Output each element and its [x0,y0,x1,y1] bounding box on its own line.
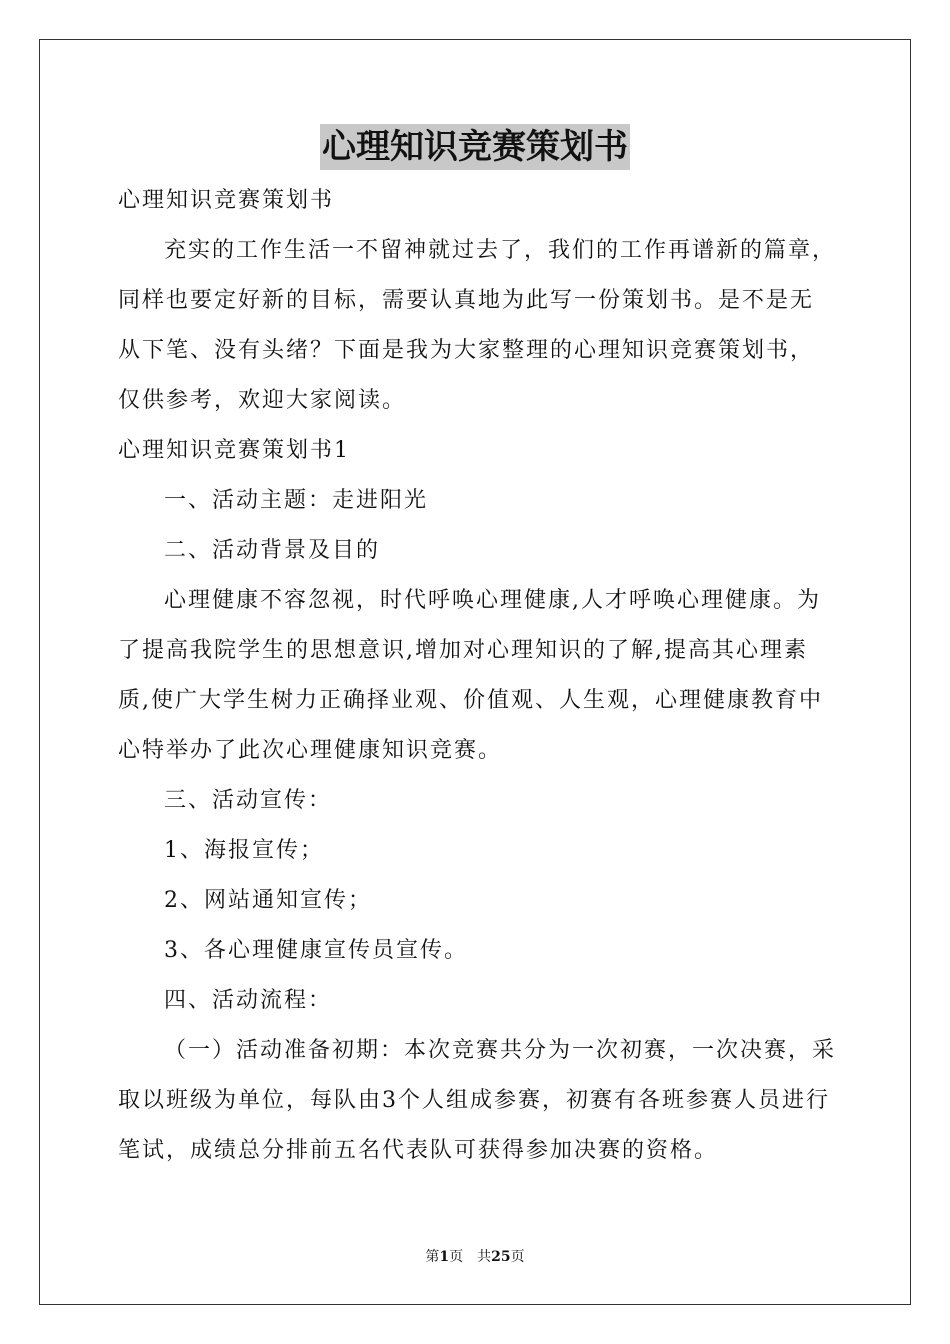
total-pages: 25 [491,1249,511,1265]
total-suffix: 页 [510,1249,525,1265]
paragraph: 2、网站通知宣传； [164,888,372,913]
page-footer [0,1247,950,1267]
paragraph: 心理健康不容忽视，时代呼唤心理健康,人才呼唤心理健康。为了提高我院学生的思想意识,增加对心理知识的了解,提高其心理素质,使广大学生树力正确择业观、价值观、人生观，心理健康教育中心特举办了此次心理健康知识竞赛。 [118,588,823,763]
page-prefix: 第 [425,1249,440,1265]
paragraph: 三、活动宣传： [164,788,333,813]
document-title: 心理知识竞赛策划书 [320,124,630,170]
title-container [0,124,950,170]
paragraph: 四、活动流程： [164,988,333,1013]
total-prefix: 共 [477,1249,492,1265]
paragraph: （一）活动准备初期：本次竞赛共分为一次初赛，一次决赛，采取以班级为单位，每队由3个人组成参赛，初赛有各班参赛人员进行笔试，成绩总分排前五名代表队可获得参加决赛的资格。 [118,1038,837,1163]
page-suffix: 页 [449,1249,464,1265]
paragraph: 1、海报宣传； [164,838,324,863]
page-number: 1 [439,1249,450,1265]
paragraph: 二、活动背景及目的 [164,538,381,563]
paragraph: 一、活动主题：走进阳光 [164,488,429,513]
paragraph: 心理知识竞赛策划书1 [118,438,350,463]
paragraph: 充实的工作生活一不留神就过去了，我们的工作再谱新的篇章，同样也要定好新的目标，需要认真地为此写一份策划书。是不是无从下笔、没有头绪？下面是我为大家整理的心理知识竞赛策划书，仅供参考，欢迎大家阅读。 [118,238,837,413]
paragraph: 心理知识竞赛策划书 [118,188,335,213]
paragraph: 3、各心理健康宣传员宣传。 [164,938,468,963]
document-body [118,176,836,1176]
